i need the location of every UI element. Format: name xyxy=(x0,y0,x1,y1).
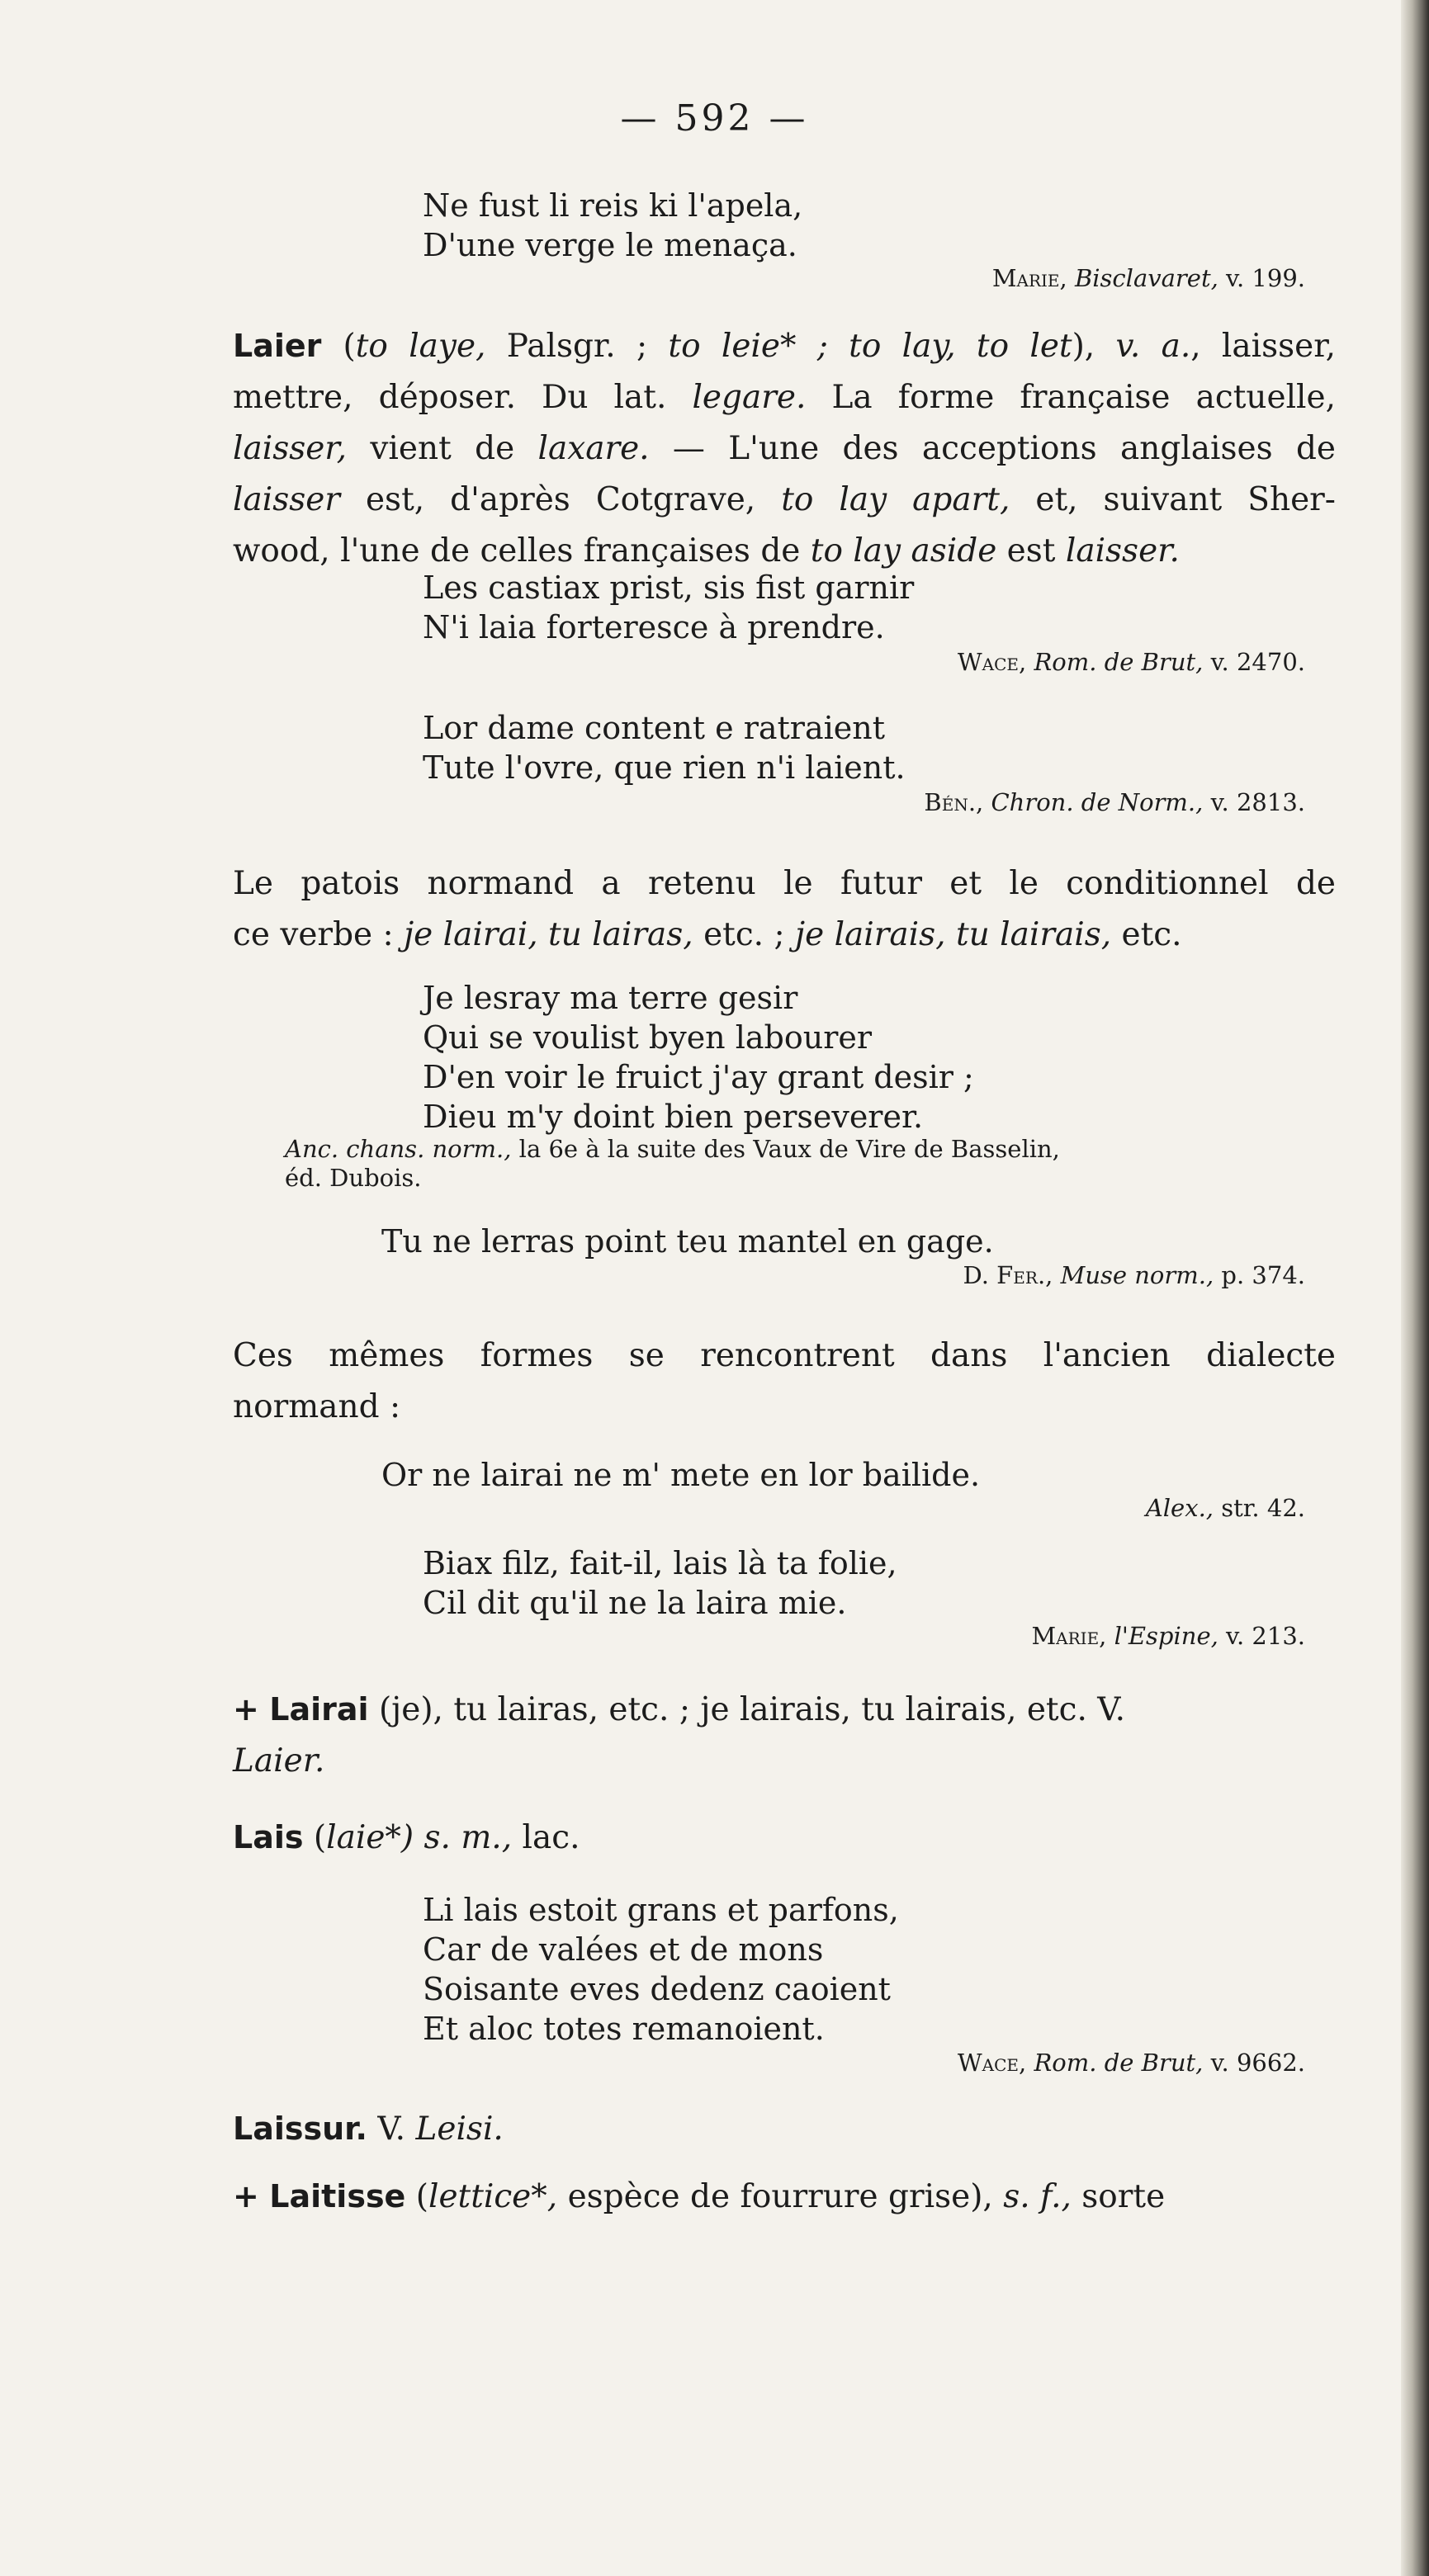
citation-ref: éd. Dubois. xyxy=(285,1164,422,1192)
entry-definition: (je), tu lairas, etc. ; je lairais, tu lairais, etc. V. xyxy=(368,1691,1125,1728)
verse-line: Li lais estoit grans et parfons, xyxy=(423,1892,899,1928)
entry-def-mid: espèce de fourrure grise), xyxy=(557,2178,1004,2215)
text-run: etc. ; xyxy=(693,916,796,953)
source-citation-4 xyxy=(285,1135,1060,1163)
verse-line: D'une verge le menaça. xyxy=(423,227,797,263)
citation-ref: v. 2470. xyxy=(1210,648,1305,676)
citation-author: Bén., xyxy=(924,788,984,816)
entry-crossref-pre: V. xyxy=(367,2110,416,2148)
text-run: ( xyxy=(343,328,356,365)
entry-def-post: lac. xyxy=(512,1819,580,1856)
verse-quote-4 xyxy=(423,978,974,1137)
entry-crossref: Leisi. xyxy=(415,2110,504,2148)
source-citation-3 xyxy=(924,788,1305,816)
paragraph-line xyxy=(233,1331,1336,1382)
verse-line: Ne fust li reis ki l'apela, xyxy=(423,187,803,224)
source-citation-6 xyxy=(1146,1494,1305,1522)
entry-crossref: Laier. xyxy=(233,1742,325,1780)
entry-laier xyxy=(233,320,1336,577)
entry-headword: Lairai xyxy=(269,1691,369,1728)
source-citation-8 xyxy=(958,2049,1305,2077)
source-citation-5 xyxy=(963,1261,1305,1289)
italic-term: je lairais, tu lairais, xyxy=(795,916,1112,953)
text-run: et, suivant Sher- xyxy=(1010,481,1336,518)
citation-author: Marie, xyxy=(1031,1622,1107,1650)
source-citation-7 xyxy=(1031,1622,1305,1650)
entry-laitisse xyxy=(233,2171,1336,2223)
paragraph-line xyxy=(233,475,1336,526)
text-run: La forme française actuelle, xyxy=(806,379,1337,416)
verse-line: N'i laia forteresce à prendre. xyxy=(423,609,885,645)
verse-line: Cil dit qu'il ne la laira mie. xyxy=(423,1585,847,1621)
entry-headword: Lais xyxy=(233,1819,304,1855)
citation-work: Muse norm., xyxy=(1060,1261,1214,1289)
verse-line: Les castiax prist, sis fist garnir xyxy=(423,570,915,606)
citation-author: Wace, xyxy=(957,2049,1027,2077)
entry-def-post: sorte xyxy=(1071,2178,1166,2215)
text-run: Palsgr. ; xyxy=(485,328,669,365)
text-run: , laisser, xyxy=(1190,328,1336,365)
citation-ref: v. 9662. xyxy=(1210,2049,1305,2077)
citation-ref: v. 199. xyxy=(1226,264,1305,292)
verse-quote-2 xyxy=(423,568,914,647)
text-run: wood, l'une de celles françaises de xyxy=(233,532,811,570)
italic-term: to lay apart, xyxy=(781,481,1010,518)
text-run: mettre, déposer. Du lat. xyxy=(233,379,693,416)
entry-headword: Laier xyxy=(233,328,343,364)
entry-headword: Laitisse xyxy=(269,2178,406,2214)
text-run: Le patois normand a retenu le futur et le conditionnel de xyxy=(233,865,1336,902)
addition-mark: + xyxy=(233,2178,259,2214)
verse-quote-3 xyxy=(423,708,906,787)
page-number: — 592 — xyxy=(620,97,809,139)
text-run: est xyxy=(996,532,1066,570)
italic-term: v. a. xyxy=(1115,328,1191,365)
citation-work: Rom. de Brut, xyxy=(1034,2049,1204,2077)
page-edge-shadow xyxy=(1401,0,1429,2576)
italic-term: laxare. xyxy=(537,430,650,467)
entry-def-pre: ( xyxy=(303,1819,327,1856)
verse-line: Biax filz, fait-il, lais là ta folie, xyxy=(423,1545,897,1581)
italic-term: laisser. xyxy=(1065,532,1180,570)
verse-line: Or ne lairai ne m' mete en lor bailide. xyxy=(381,1457,981,1493)
entry-def-italic: laie*) s. m., xyxy=(326,1819,513,1856)
entry-def-italic-2: s. f., xyxy=(1003,2178,1072,2215)
text-run: — L'une des acceptions anglaises de xyxy=(649,430,1336,467)
citation-ref: p. 374. xyxy=(1221,1261,1305,1289)
verse-quote-8 xyxy=(423,1890,899,2049)
paragraph-line xyxy=(233,858,1336,910)
citation-ref: v. 2813. xyxy=(1210,788,1305,816)
citation-author: Wace, xyxy=(957,648,1027,676)
entry-lais xyxy=(233,1812,1336,1864)
verse-line: Dieu m'y doint bien perseverer. xyxy=(423,1099,924,1135)
text-run: ce verbe : xyxy=(233,916,405,953)
source-citation-4b xyxy=(285,1164,422,1192)
text-run: est, d'après Cotgrave, xyxy=(339,481,782,518)
italic-term: to leie* ; to lay, to let xyxy=(668,328,1072,365)
paragraph-memes-formes xyxy=(233,1331,1336,1433)
addition-mark: + xyxy=(233,1691,259,1728)
entry-lairai xyxy=(233,1684,1336,1787)
paragraph-line xyxy=(233,423,1336,475)
citation-work: Anc. chans. norm., xyxy=(285,1135,512,1163)
citation-work: Bisclavaret, xyxy=(1074,264,1218,292)
paragraph-patois xyxy=(233,858,1336,961)
citation-ref: v. 213. xyxy=(1226,1622,1305,1650)
text-run: Ces mêmes formes se rencontrent dans l'ancien dialecte xyxy=(233,1337,1336,1374)
text-run: normand : xyxy=(233,1388,401,1425)
citation-work: l'Espine, xyxy=(1114,1622,1218,1650)
verse-line: D'en voir le fruict j'ay grant desir ; xyxy=(423,1059,974,1095)
citation-author: Marie, xyxy=(991,264,1067,292)
citation-work: Rom. de Brut, xyxy=(1034,648,1204,676)
text-run: ), xyxy=(1072,328,1116,365)
paragraph-line xyxy=(233,320,1336,372)
source-citation-2 xyxy=(958,648,1305,676)
italic-term: to laye, xyxy=(355,328,486,365)
verse-line: Soisante eves dedenz caoient xyxy=(423,1971,891,2007)
entry-laissur xyxy=(233,2103,1336,2155)
italic-term: laisser xyxy=(233,481,340,518)
paragraph-line xyxy=(233,910,1336,961)
citation-work: Chron. de Norm., xyxy=(991,788,1204,816)
text-run: vient de xyxy=(347,430,538,467)
verse-line: Qui se voulist byen labourer xyxy=(423,1019,873,1056)
citation-author: D. Fer., xyxy=(963,1261,1053,1289)
entry-def-pre: ( xyxy=(405,2178,428,2215)
verse-quote-6 xyxy=(381,1455,980,1495)
verse-line: Tu ne lerras point teu mantel en gage. xyxy=(381,1223,994,1260)
italic-term: laisser, xyxy=(233,430,348,467)
verse-line: Lor dame content e ratraient xyxy=(423,710,886,746)
verse-quote-5 xyxy=(381,1222,994,1261)
verse-quote-1 xyxy=(423,186,802,265)
verse-line: Tute l'ovre, que rien n'i laient. xyxy=(423,749,906,786)
verse-quote-7 xyxy=(423,1543,897,1623)
entry-def-italic: lettice*, xyxy=(428,2178,558,2215)
verse-line: Car de valées et de mons xyxy=(423,1931,824,1968)
verse-line: Et aloc totes remanoient. xyxy=(423,2011,825,2047)
paragraph-line xyxy=(233,1382,1336,1433)
italic-term: legare. xyxy=(692,379,807,416)
citation-ref: str. 42. xyxy=(1221,1494,1305,1522)
text-run: etc. xyxy=(1111,916,1182,953)
italic-term: je lairai, tu lairas, xyxy=(404,916,693,953)
entry-headword: Laissur. xyxy=(233,2110,367,2147)
verse-line: Je lesray ma terre gesir xyxy=(423,980,798,1016)
citation-work: Alex., xyxy=(1145,1494,1214,1522)
source-citation-1 xyxy=(992,264,1305,292)
italic-term: to lay aside xyxy=(810,532,997,570)
citation-ref: la 6e à la suite des Vaux de Vire de Basselin, xyxy=(518,1135,1060,1163)
paragraph-line xyxy=(233,372,1336,423)
